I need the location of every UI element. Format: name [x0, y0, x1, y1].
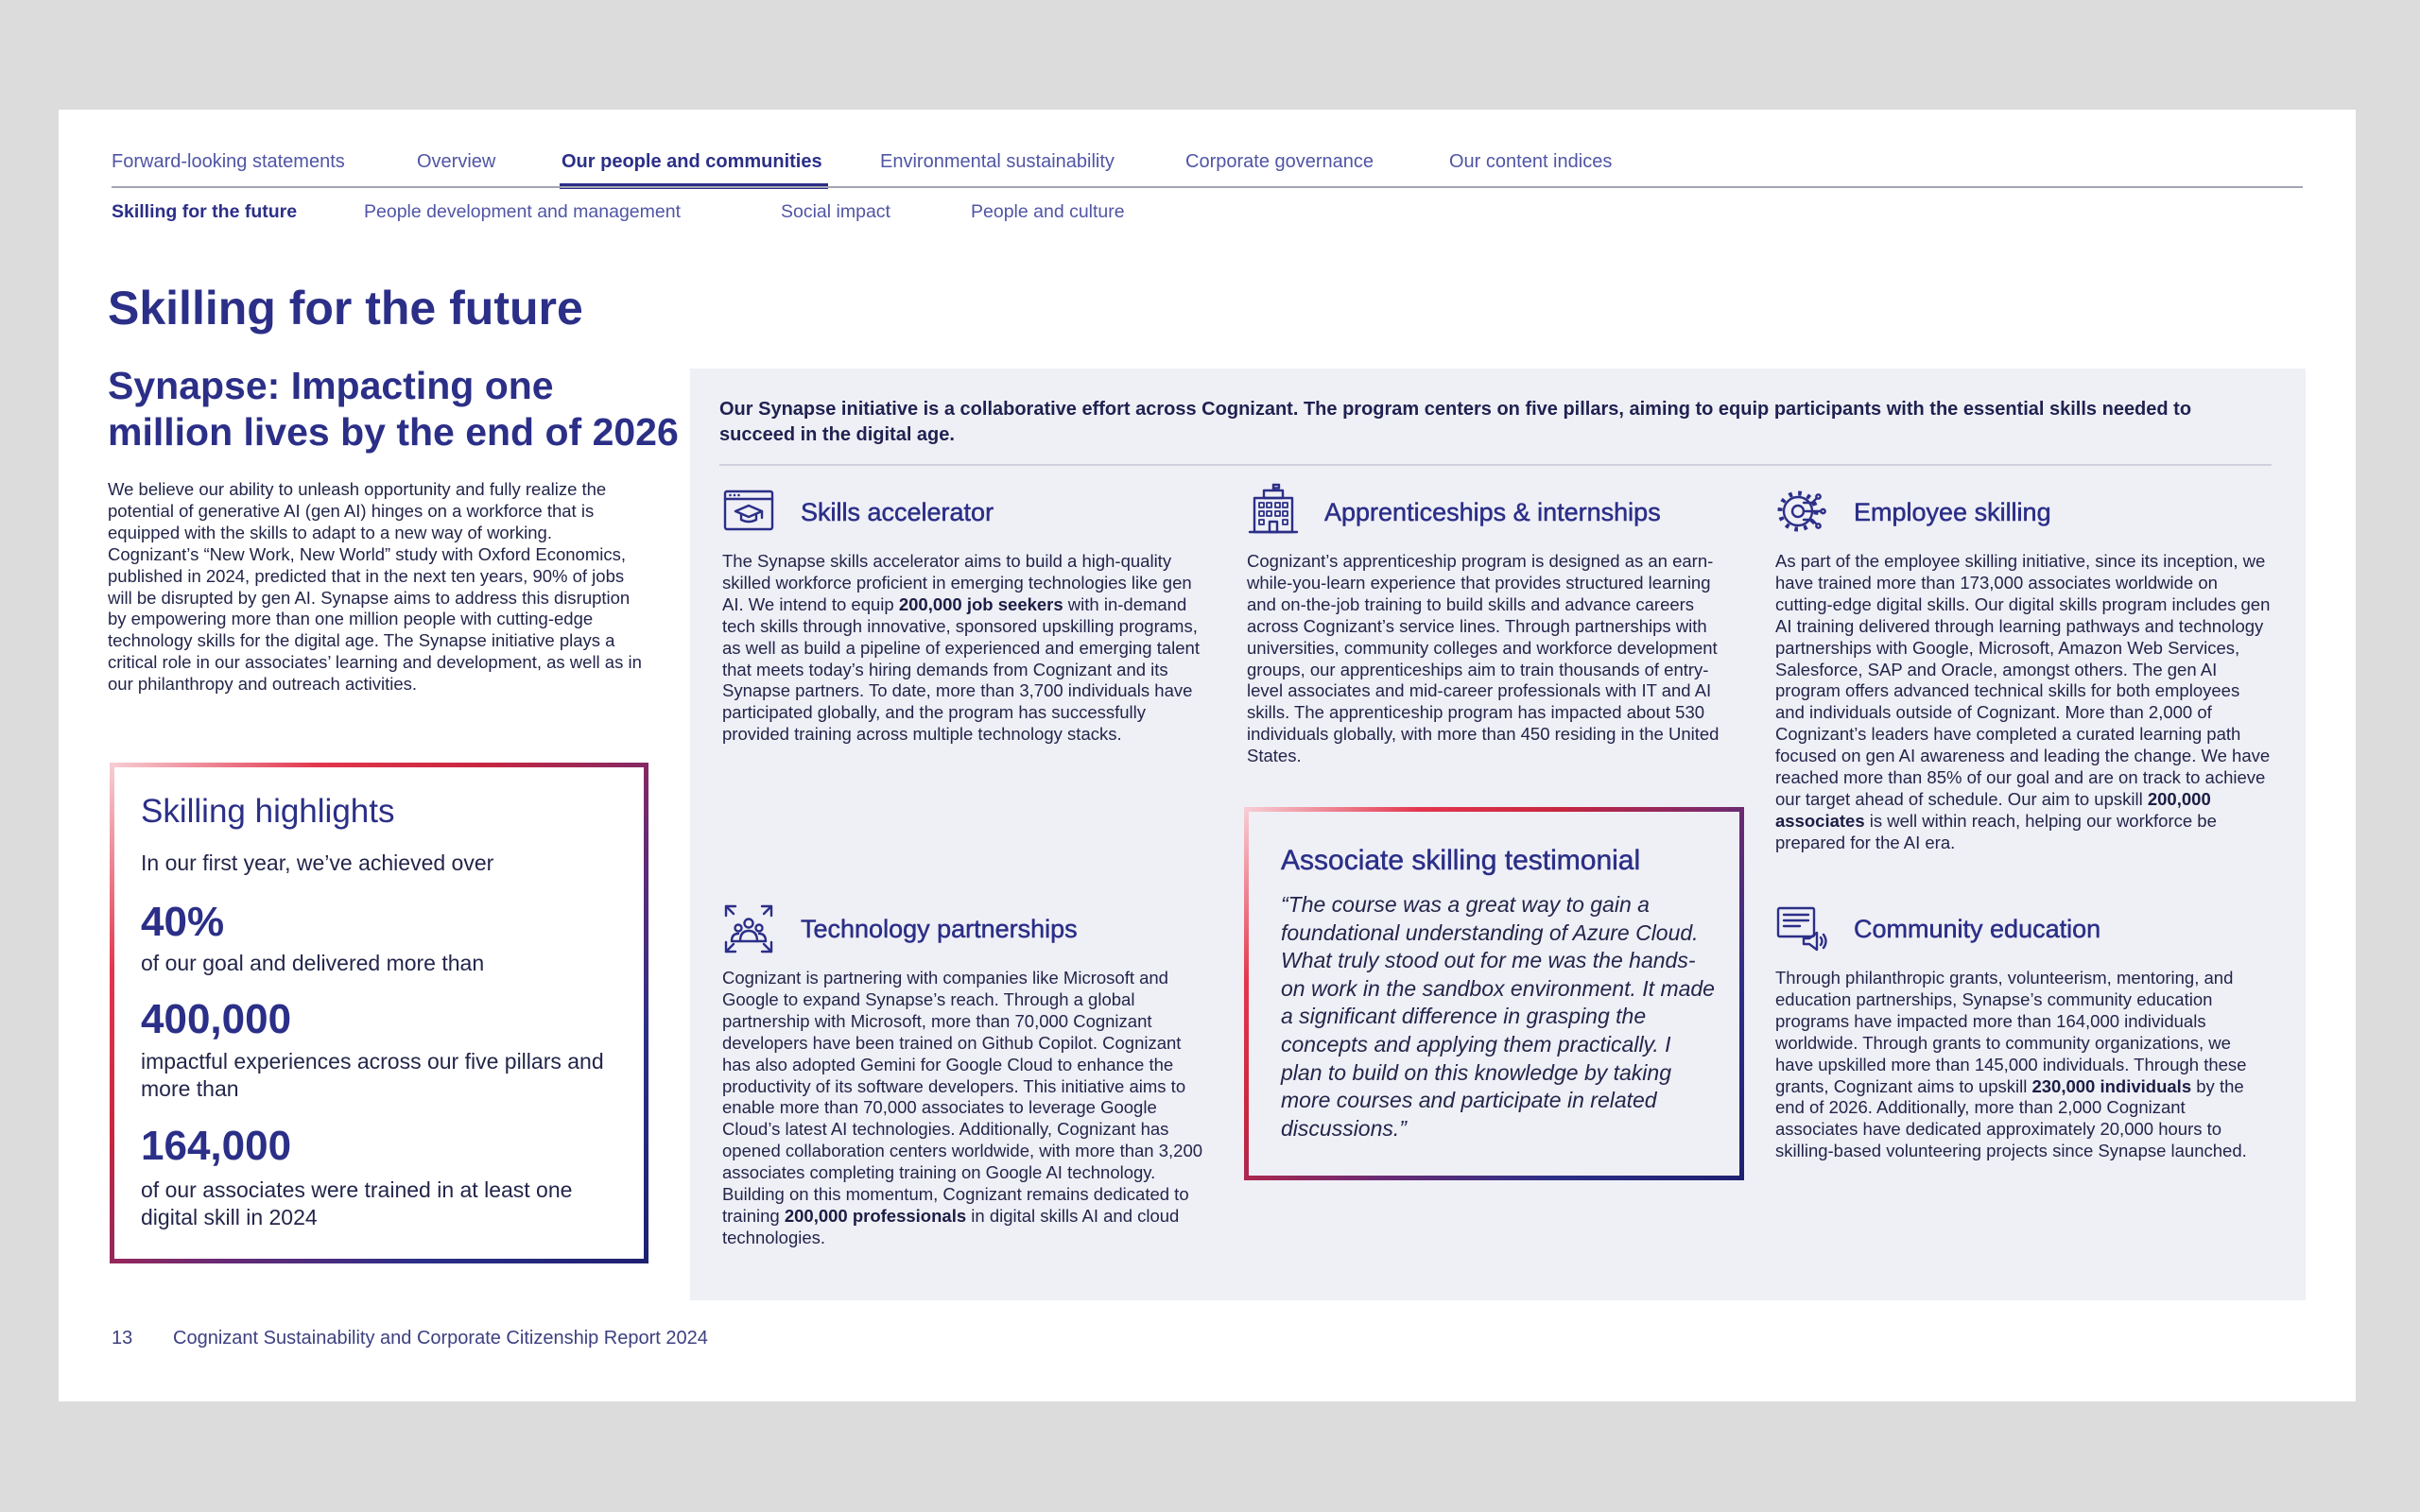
pillars-intro: Our Synapse initiative is a collaborative effort across Cognizant. The program centers on five pillars, aiming to equip participants with the essential skills needed to succeed in the digital age. — [719, 399, 2192, 445]
community-education-body-text: Through philanthropic grants, volunteerism, mentoring, and education partnerships, Synapse’s community education programs have impacted more than 164,000 individuals worldwide. Through grants to community organizations, we have upskilled more than 145,000 individuals. Through these grants, Cognizant aims to upskill — [1775, 968, 2247, 1096]
synapse-heading-line-1: Synapse: Impacting one — [108, 364, 554, 407]
skills-accelerator-body — [722, 551, 1214, 746]
community-education-heading: Community education — [1854, 915, 2101, 943]
nav-forward-looking-statements[interactable]: Forward-looking statements — [112, 151, 345, 172]
stat-value-goal: 40% — [141, 899, 225, 945]
synapse-heading-line-2: million lives by the end of 2026 — [108, 410, 679, 454]
technology-partnerships-body — [722, 968, 1214, 1249]
highlights-intro: In our first year, we’ve achieved over — [141, 850, 494, 875]
technology-partnerships-highlight: 200,000 professionals — [784, 1205, 967, 1226]
stat-description-associates: of our associates were trained in at least one digital skill in 2024 — [141, 1177, 573, 1229]
technology-partnerships-body-text: Cognizant is partnering with companies like Microsoft and Google to expand Synapse’s reach. Through a global partnership with Microsoft, more than 70,000 Cognizant developers have been trained on Github Copilot. Cognizant has also adopted Gemini for Google Cloud to enhance the productivity of its software developers. This initiative aims to enable more than 70,000 associates to leverage Google Cloud’s latest AI technologies. Additionally, Cognizant has opened collaboration centers worldwide, with more than 3,200 associates completing training on Google AI technology. Building on this momentum, Cognizant remains dedicated to training — [722, 968, 1203, 1226]
skills-accelerator-heading: Skills accelerator — [801, 498, 994, 526]
pillars-divider — [719, 464, 2272, 466]
testimonial-quote: “The course was a great way to gain a foundational understanding of Azure Cloud. What truly stood out for me was the hands-on work in the sandbox environment. It made a significant difference in grasping the concepts and applying them practically. I plan to build on this knowledge by taking more courses and participate in related discussions.” — [1281, 892, 1715, 1141]
building-icon — [1247, 483, 1300, 536]
gear-circuit-icon — [1775, 485, 1828, 538]
browser-graduation-cap-icon — [722, 485, 775, 538]
synapse-body: We believe our ability to unleash opportunity and fully realize the potential of generative AI (gen AI) hinges on a workforce that is equipped with the skills to adapt to a new way of working. Cognizant’s “New Work, New World” study with Oxford Economics, published in 2024, predicted that in the next ten years, 90% of jobs will be disrupted by gen AI. Synapse aims to address this disruption by empowering more than one million people with cutting-edge technology skills for the digital age. The Synapse initiative plays a critical role in our associates’ learning and development, as well as in our philanthropy and outreach activities. — [108, 479, 642, 695]
testimonial-heading: Associate skilling testimonial — [1281, 845, 1641, 876]
skills-accelerator-body-text-end: with in-demand tech skills through innovative, sponsored upskilling programs, as well as build a pipeline of experienced and emerging talent that meets today’s hiring demands from Cognizant and its Synapse partners. To date, more than 3,700 individuals have participated globally, and the program has successfully provided training across multiple technology stacks. — [722, 593, 1200, 745]
highlights-title: Skilling highlights — [141, 793, 395, 830]
apprenticeships-body: Cognizant’s apprenticeship program is designed as an earn-while-you-learn experience that provides structured learning and on-the-job training to build skills and advance careers across Cognizant’s service lines. Through partnerships with universities, community colleges and workforce development groups, our apprenticeships aim to train thousands of entry-level associates and mid-career professionals with IT and AI skills. The apprenticeship program has impacted about 530 individuals globally, with more than 450 residing in the United States. — [1247, 551, 1720, 766]
nav-corporate-governance[interactable]: Corporate governance — [1185, 151, 1374, 172]
nav-our-content-indices[interactable]: Our content indices — [1449, 151, 1613, 172]
community-education-body — [1775, 968, 2271, 1162]
subnav-social-impact[interactable]: Social impact — [781, 201, 890, 222]
community-education-highlight: 230,000 individuals — [2031, 1075, 2192, 1096]
stat-description-experiences: impactful experiences across our five pillars and more than — [141, 1049, 604, 1101]
skilling-highlights-box — [110, 763, 648, 1263]
nav-our-people-and-communities[interactable]: Our people and communities — [562, 151, 822, 172]
presentation-speaker-icon — [1775, 902, 1828, 955]
technology-partnerships-body-text-end: in digital skills AI and cloud technologies. — [722, 1205, 1180, 1247]
employee-skilling-highlight: 200,000 associates — [1775, 788, 2211, 831]
stat-description-goal: of our goal and delivered more than — [141, 951, 485, 975]
nav-overview[interactable]: Overview — [417, 151, 496, 172]
team-focus-icon — [722, 902, 775, 955]
apprenticeships-heading: Apprenticeships & internships — [1324, 498, 1661, 526]
page-title: Skilling for the future — [108, 282, 583, 335]
skills-accelerator-body-text: The Synapse skills accelerator aims to build a high-quality skilled workforce proficient in emerging technologies like gen AI. We intend to equip — [722, 551, 1192, 614]
testimonial-box — [1244, 807, 1744, 1180]
employee-skilling-body-text: As part of the employee skilling initiative, since its inception, we have trained more than 173,000 associates worldwide on cutting-edge digital skills. Our digital skills program includes gen AI training delivered through learning pathways and technology partnerships with Google, Microsoft, Amazon Web Services, Salesforce, SAP and Oracle, amongst others. The gen AI program offers advanced technical skills for both employees and individuals outside of Cognizant. More than 2,000 of Cognizant’s leaders have completed a curated learning path focused on gen AI awareness and leading the change. We have reached more than 85% of our goal and are on track to achieve our target ahead of schedule. Our aim to upskill — [1775, 551, 2271, 809]
stat-value-experiences: 400,000 — [141, 996, 292, 1042]
subnav-people-development-and-management[interactable]: People development and management — [364, 201, 681, 222]
synapse-heading — [108, 363, 679, 455]
nav-environmental-sustainability[interactable]: Environmental sustainability — [880, 151, 1115, 172]
subnav-skilling-for-the-future[interactable]: Skilling for the future — [112, 201, 298, 222]
report-title: Cognizant Sustainability and Corporate Citizenship Report 2024 — [173, 1328, 708, 1349]
skills-accelerator-highlight: 200,000 job seekers — [898, 593, 1063, 614]
employee-skilling-heading: Employee skilling — [1854, 498, 2051, 526]
stat-value-associates: 164,000 — [141, 1123, 292, 1169]
subnav-people-and-culture[interactable]: People and culture — [971, 201, 1125, 222]
page-number: 13 — [112, 1328, 133, 1349]
technology-partnerships-heading: Technology partnerships — [801, 915, 1078, 943]
community-education-body-text-end: by the end of 2026. Additionally, more than 2,000 Cognizant associates have dedicated approximately 20,000 hours to skilling-based volunteering projects since Synapse launched. — [1775, 1075, 2247, 1161]
employee-skilling-body — [1775, 551, 2271, 854]
nav-divider — [112, 186, 2303, 188]
employee-skilling-body-text-end: is well within reach, helping our workforce be prepared for the AI era. — [1775, 810, 2217, 852]
